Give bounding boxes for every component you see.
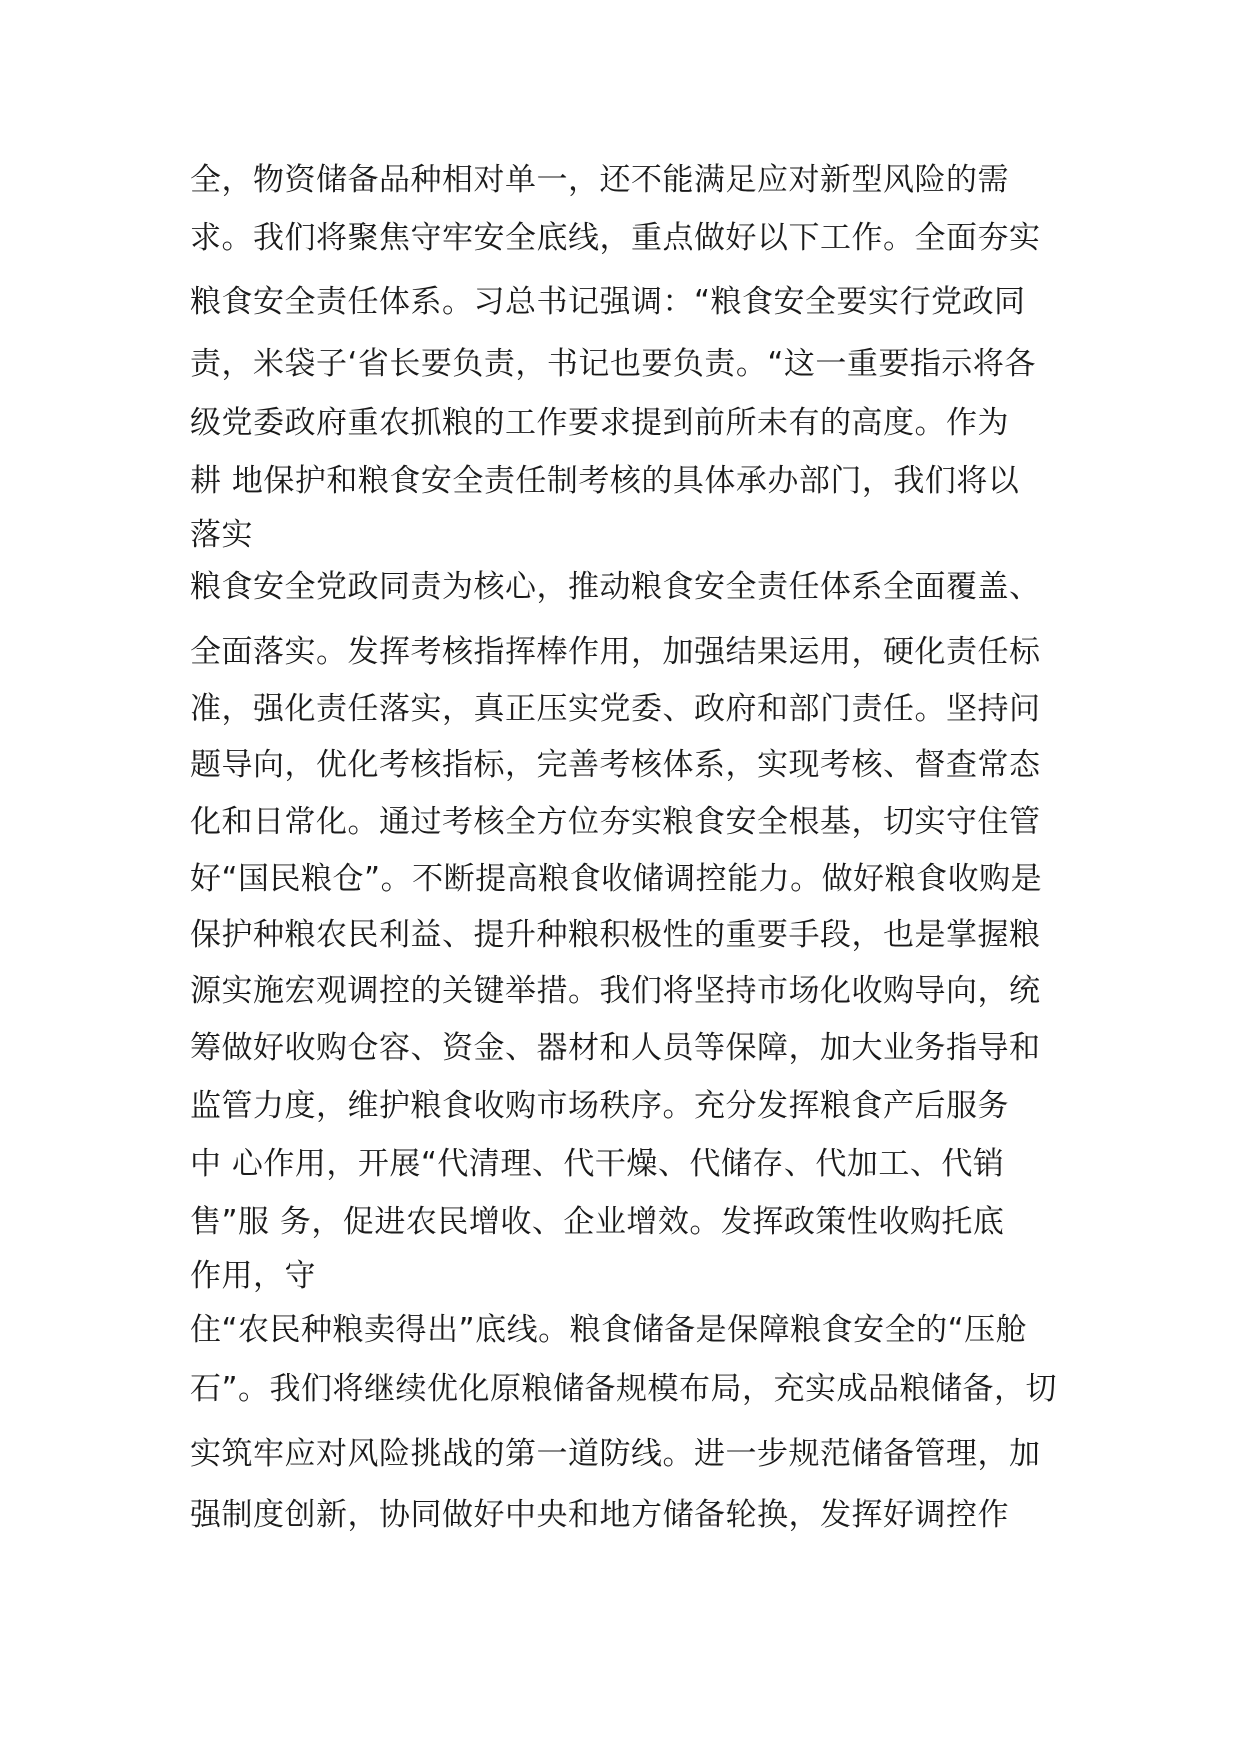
text-line-21: 住“农民种粮卖得出”底线。粮食储备是保障粮食安全的“压舱 (190, 1312, 1028, 1348)
text-line-14: 保护种粮农民利益、提升种粮积极性的重要手段，也是掌握粮 (190, 917, 1041, 953)
text-line-22: 石”。我们将继续优化原粮储备规模布局，充实成品粮储备，切 (190, 1371, 1058, 1407)
text-line-15: 源实施宏观调控的关键举措。我们将坚持市场化收购导向，统 (190, 973, 1041, 1009)
text-line-20: 作用，守 (190, 1258, 316, 1294)
text-line-24: 强制度创新，协同做好中央和地方储备轮换，发挥好调控作 (190, 1497, 1009, 1533)
text-line-4: 责，米袋子‘省长要负责，书记也要负责。“这一重要指示将各 (190, 346, 1036, 382)
text-line-2: 求。我们将聚焦守牢安全底线，重点做好以下工作。全面夯实 (190, 220, 1041, 256)
text-line-17: 监管力度，维护粮食收购市场秩序。充分发挥粮食产后服务 (190, 1088, 1009, 1124)
text-line-16: 筹做好收购仓容、资金、器材和人员等保障，加大业务指导和 (190, 1030, 1041, 1066)
text-line-23: 实筑牢应对风险挑战的第一道防线。进一步规范储备管理，加 (190, 1436, 1041, 1472)
text-line-3: 粮食安全责任体系。习总书记强调：“粮食安全要实行党政同 (190, 284, 1026, 320)
text-line-5: 级党委政府重农抓粮的工作要求提到前所未有的高度。作为 (190, 405, 1009, 441)
text-line-13: 好“国民粮仓”。不断提高粮食收储调控能力。做好粮食收购是 (190, 861, 1043, 897)
text-line-12: 化和日常化。通过考核全方位夯实粮食安全根基，切实守住管 (190, 804, 1041, 840)
text-line-6: 耕 地保护和粮食安全责任制考核的具体承办部门，我们将以 (190, 463, 1020, 499)
text-line-11: 题导向，优化考核指标，完善考核体系，实现考核、督查常态 (190, 747, 1041, 783)
text-line-8: 粮食安全党政同责为核心，推动粮食安全责任体系全面覆盖、 (190, 569, 1041, 605)
text-line-19: 售”服 务，促进农民增收、企业增效。发挥政策性收购托底 (190, 1204, 1005, 1240)
text-line-7: 落实 (190, 517, 253, 553)
text-line-1: 全，物资储备品种相对单一，还不能满足应对新型风险的需 (190, 162, 1009, 198)
text-line-10: 准，强化责任落实，真正压实党委、政府和部门责任。坚持问 (190, 691, 1041, 727)
text-line-18: 中 心作用，开展“代清理、代干燥、代储存、代加工、代销 (190, 1146, 1005, 1182)
text-line-9: 全面落实。发挥考核指挥棒作用，加强结果运用，硬化责任标 (190, 634, 1041, 670)
